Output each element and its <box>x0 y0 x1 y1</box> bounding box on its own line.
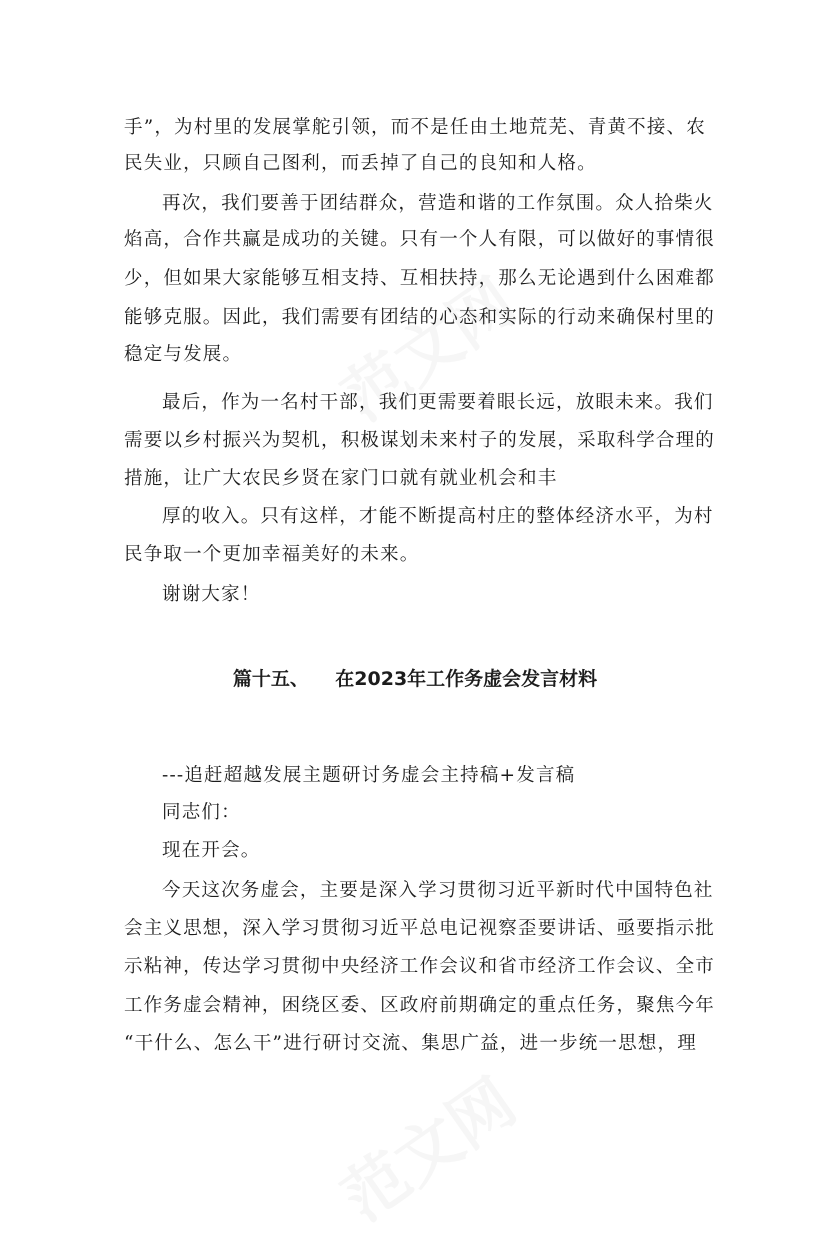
greeting: 同志们： <box>162 802 241 823</box>
paragraph-line: 今天这次务虚会，主要是深入学习贯彻习近平新时代中国特色社 <box>162 880 714 901</box>
paragraph-line: 手”，为村里的发展掌舵引领，而不是任由土地荒芜、青黄不接、农 <box>124 117 706 138</box>
paragraph-line: 工作务虚会精神，困绕区委、区政府前期确定的重点任务，聚焦今年 <box>124 995 716 1016</box>
paragraph-line: 措施，让广大农民乡贤在家门口就有就业机会和丰 <box>124 468 558 489</box>
section-heading: 篇十五、 在2023年工作务虚会发言材料 <box>232 668 598 690</box>
paragraph-line: 民争取一个更加幸福美好的未来。 <box>124 544 420 565</box>
paragraph-line: 需要以乡村振兴为契机，积极谋划未来村子的发展，采取科学合理的 <box>124 430 716 451</box>
watermark <box>321 1053 531 1238</box>
paragraph-line: 会主义思想，深入学习贯彻习近平总电记视察歪要讲话、亟要指示批 <box>124 918 716 939</box>
paragraph-line: 民失业，只顾自己图利，而丢掉了自己的良知和人格。 <box>124 153 597 174</box>
paragraph-line: 厚的收入。只有这样，才能不断提高村庄的整体经济水平，为村 <box>162 506 714 527</box>
paragraph-line: “干什么、怎么干”进行研讨交流、集思广益，进一步统一思想，理 <box>124 1033 697 1054</box>
paragraph-line: 最后，作为一名村干部，我们更需要着眼长远，放眼未来。我们 <box>162 392 714 413</box>
paragraph-line: 示粘神，传达学习贯彻中央经济工作会议和省市经济工作会议、全市 <box>124 956 716 977</box>
paragraph-line: 再次，我们要善于团结群众，营造和谐的工作氛围。众人拾柴火 <box>162 193 714 214</box>
section-subtitle: ---追赶超越发展主题研讨务虚会主持稿+发言稿 <box>162 765 576 786</box>
paragraph-line: 少，但如果大家能够互相支持、互相扶持，那么无论遇到什么困难都 <box>124 268 716 289</box>
paragraph-line: 焰高，合作共赢是成功的关键。只有一个人有限，可以做好的事情很 <box>124 229 716 250</box>
paragraph-line: 稳定与发展。 <box>124 344 243 365</box>
opening-line: 现在开会。 <box>162 840 261 861</box>
closing-line: 谢谢大家！ <box>162 584 261 605</box>
paragraph-line: 能够克服。因此，我们需要有团结的心态和实际的行动来确保村里的 <box>124 307 716 328</box>
